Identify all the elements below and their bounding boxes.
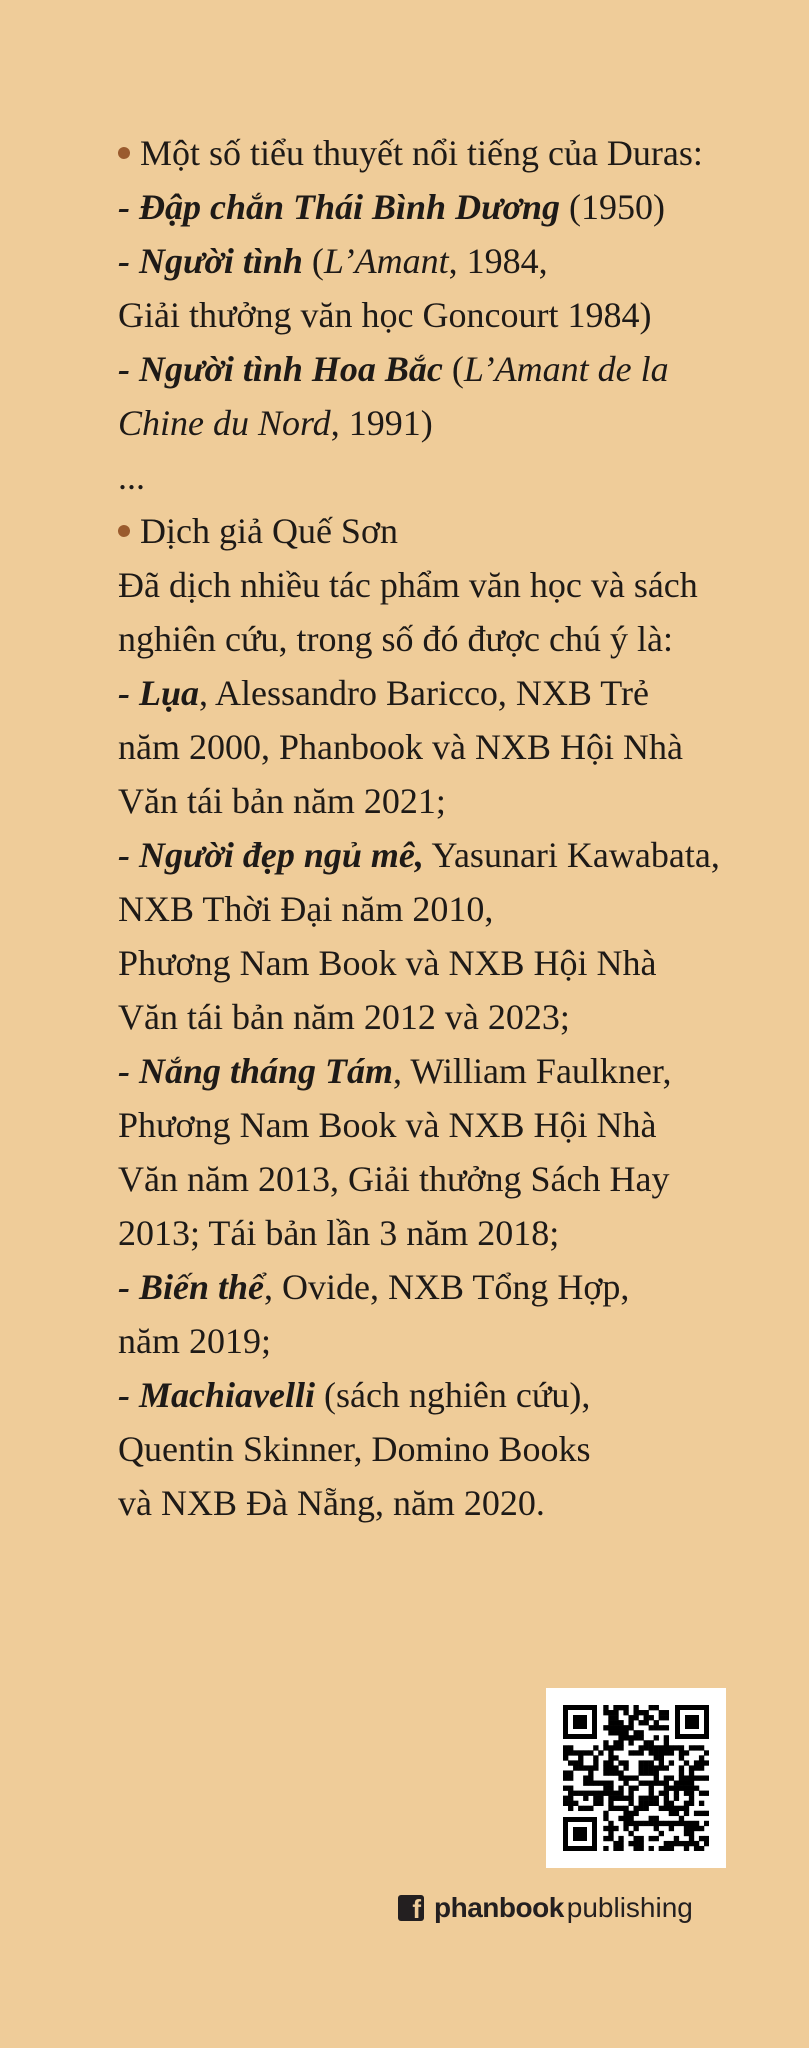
- novel-item: [118, 342, 778, 396]
- translator-heading: Dịch giả Quế Sơn: [140, 511, 398, 551]
- novel-detail: (: [302, 241, 324, 281]
- work-item: [118, 1044, 778, 1098]
- novel-original-title: Chine du Nord: [118, 403, 331, 443]
- novel-title: - Đập chắn Thái Bình Dương: [118, 187, 560, 227]
- novel-detail-line: [118, 288, 778, 342]
- novel-title: - Người tình: [118, 241, 303, 281]
- work-detail-line: [118, 1422, 778, 1476]
- work-detail-line: [118, 1476, 778, 1530]
- work-detail-line: [118, 1098, 778, 1152]
- qr-code-icon: [563, 1705, 709, 1851]
- novel-item: [118, 180, 778, 234]
- work-detail-line: [118, 936, 778, 990]
- novel-item: [118, 234, 778, 288]
- work-detail: Văn năm 2013, Giải thưởng Sách Hay: [118, 1159, 670, 1199]
- work-detail-line: [118, 990, 778, 1044]
- facebook-icon[interactable]: [398, 1895, 424, 1921]
- work-title: - Nắng tháng Tám: [118, 1051, 394, 1091]
- bullet-icon: [118, 147, 130, 159]
- novel-detail: (1950): [559, 187, 665, 227]
- novels-heading-line: [118, 126, 778, 180]
- work-detail-line: [118, 774, 778, 828]
- work-detail: và NXB Đà Nẵng, năm 2020.: [118, 1483, 545, 1523]
- work-item: [118, 1368, 778, 1422]
- novel-detail-line: [118, 396, 778, 450]
- work-detail-line: [118, 1206, 778, 1260]
- translator-intro: [118, 558, 778, 612]
- work-detail-line: [118, 1314, 778, 1368]
- work-title: - Người đẹp ngủ mê,: [118, 835, 424, 875]
- work-detail: Phương Nam Book và NXB Hội Nhà: [118, 943, 657, 983]
- translator-intro: [118, 612, 778, 666]
- work-detail: Yasunari Kawabata,: [423, 835, 720, 875]
- novel-detail: (: [442, 349, 464, 389]
- work-detail: Phương Nam Book và NXB Hội Nhà: [118, 1105, 657, 1145]
- work-detail: , William Faulkner,: [393, 1051, 672, 1091]
- work-title: - Biến thể: [118, 1267, 265, 1307]
- work-detail-line: [118, 882, 778, 936]
- translator-heading-line: [118, 504, 778, 558]
- novel-detail: Giải thưởng văn học Goncourt 1984): [118, 295, 652, 335]
- work-item: [118, 1260, 778, 1314]
- ellipsis-line: [118, 450, 778, 504]
- text-block: [118, 126, 778, 1530]
- work-detail: , Alessandro Baricco, NXB Trẻ: [199, 673, 649, 713]
- brand-name-bold: phanbook: [434, 1892, 564, 1923]
- work-detail: Quentin Skinner, Domino Books: [118, 1429, 591, 1469]
- ellipsis: ...: [118, 457, 145, 497]
- work-detail-line: [118, 1152, 778, 1206]
- qr-code[interactable]: [546, 1688, 726, 1868]
- work-item: [118, 828, 778, 882]
- brand-name-light: publishing: [566, 1892, 693, 1923]
- novel-title: - Người tình Hoa Bắc: [118, 349, 443, 389]
- work-detail: năm 2000, Phanbook và NXB Hội Nhà: [118, 727, 683, 767]
- work-detail: (sách nghiên cứu),: [314, 1375, 591, 1415]
- novel-original-title: L’Amant de la: [463, 349, 669, 389]
- work-detail: Văn tái bản năm 2021;: [118, 781, 446, 821]
- novel-original-title: L’Amant: [323, 241, 449, 281]
- work-item: [118, 666, 778, 720]
- bullet-icon: [118, 525, 130, 537]
- work-title: - Machiavelli: [118, 1375, 315, 1415]
- work-detail: năm 2019;: [118, 1321, 271, 1361]
- work-detail-line: [118, 720, 778, 774]
- novel-detail: , 1984,: [448, 241, 548, 281]
- work-title: - Lụa: [118, 673, 199, 713]
- novels-heading: Một số tiểu thuyết nổi tiếng của Duras:: [140, 133, 703, 173]
- work-detail: NXB Thời Đại năm 2010,: [118, 889, 494, 929]
- facebook-letter: f: [412, 1895, 421, 1921]
- work-detail: , Ovide, NXB Tổng Hợp,: [264, 1267, 630, 1307]
- publisher-logo: [398, 1891, 693, 1925]
- intro-text: nghiên cứu, trong số đó được chú ý là:: [118, 619, 673, 659]
- work-detail: Văn tái bản năm 2012 và 2023;: [118, 997, 570, 1037]
- novel-detail: , 1991): [330, 403, 433, 443]
- work-detail: 2013; Tái bản lần 3 năm 2018;: [118, 1213, 560, 1253]
- intro-text: Đã dịch nhiều tác phẩm văn học và sách: [118, 565, 698, 605]
